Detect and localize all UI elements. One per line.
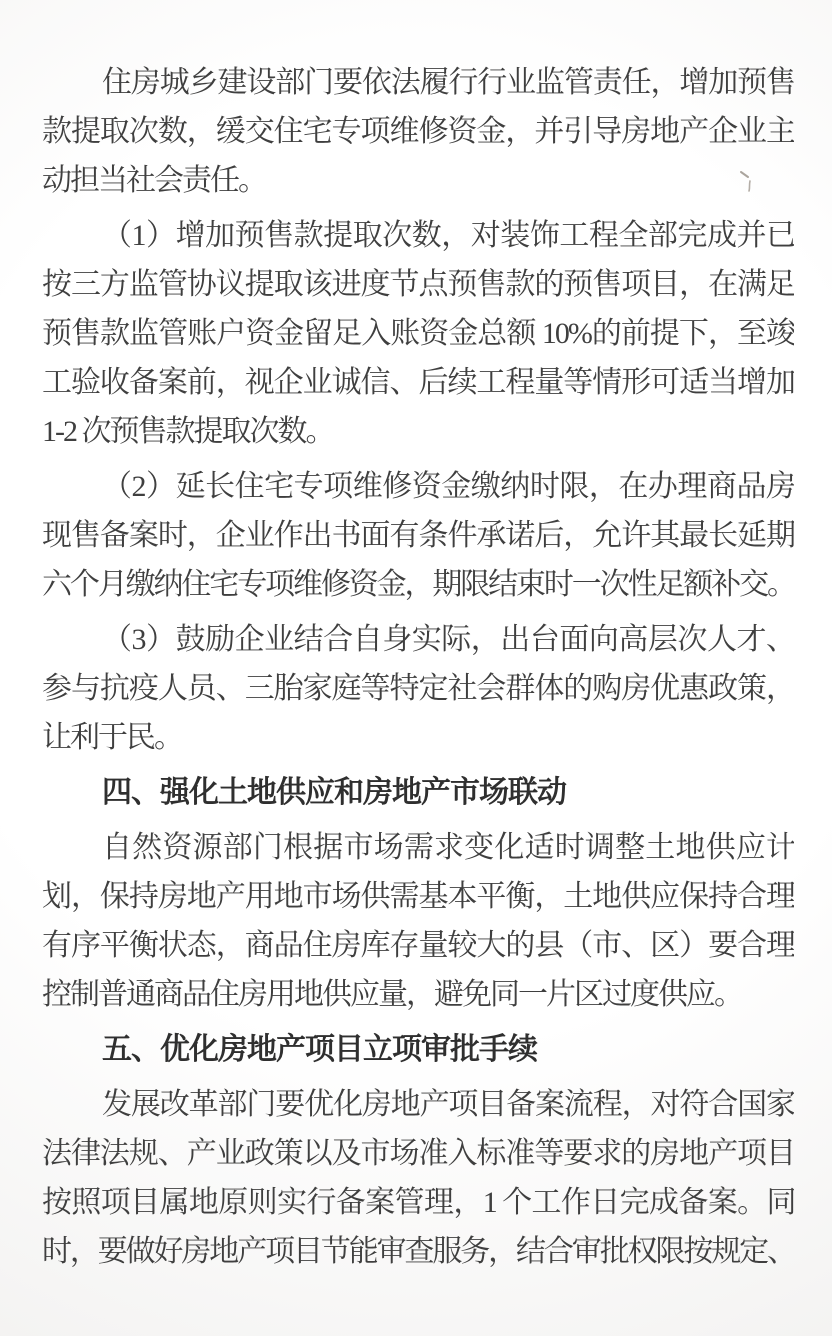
text-line: 工验收备案前，视企业诚信、后续工程量等情形可适当增加 xyxy=(42,366,794,399)
text-line: 款提取次数，缓交住宅专项维修资金，并引导房地产企业主 xyxy=(42,115,794,148)
text-line: 参与抗疫人员、三胎家庭等特定社会群体的购房优惠政策， xyxy=(42,672,794,705)
paragraph-item-1 xyxy=(42,211,794,456)
text-line: 按照项目属地原则实行备案管理，1 个工作日完成备案。同 xyxy=(42,1186,794,1219)
text-line: 六个月缴纳住宅专项维修资金，期限结束时一次性足额补交。 xyxy=(42,568,794,601)
text-line: 动担当社会责任。 xyxy=(42,164,266,197)
text-line: 住房城乡建设部门要依法履行行业监管责任，增加预售 xyxy=(102,66,794,99)
paragraph xyxy=(42,1080,794,1276)
text-line: 1-2 次预售款提取次数。 xyxy=(42,415,334,448)
text-line: （2）延长住宅专项维修资金缴纳时限，在办理商品房 xyxy=(102,470,794,503)
text-line: 现售备案时，企业作出书面有条件承诺后，允许其最长延期 xyxy=(42,519,794,552)
section-4 xyxy=(42,768,794,817)
paragraph-item-2 xyxy=(42,462,794,609)
text-line: （1）增加预售款提取次数，对装饰工程全部完成并已 xyxy=(102,219,794,252)
text-line: 自然资源部门根据市场需求变化适时调整土地供应计 xyxy=(102,831,794,864)
text-line: 法律法规、产业政策以及市场准入标准等要求的房地产项目 xyxy=(42,1137,794,1170)
text-line: 控制普通商品住房用地供应量，避免同一片区过度供应。 xyxy=(42,978,742,1011)
text-line: 划，保持房地产用地市场供需基本平衡，土地供应保持合理 xyxy=(42,880,794,913)
text-line: 发展改革部门要优化房地产项目备案流程，对符合国家 xyxy=(102,1088,794,1121)
text-line: （3）鼓励企业结合自身实际，出台面向高层次人才、 xyxy=(102,623,794,656)
paragraph xyxy=(42,823,794,1019)
text-line: 预售款监管账户资金留足入账资金总额 10%的前提下，至竣 xyxy=(42,317,794,350)
text-line: 让利于民。 xyxy=(42,721,182,754)
text-line: 时，要做好房地产项目节能审查服务，结合审批权限按规定、 xyxy=(42,1235,794,1268)
paragraph xyxy=(42,58,794,205)
text-line: 按三方监管协议提取该进度节点预售款的预售项目，在满足 xyxy=(42,268,794,301)
section-heading-5: 五、优化房地产项目立项审批手续 xyxy=(102,1033,537,1066)
text-line: 有序平衡状态，商品住房库存量较大的县（市、区）要合理 xyxy=(42,929,794,962)
section-heading-4: 四、强化土地供应和房地产市场联动 xyxy=(102,776,566,809)
paragraph-item-3 xyxy=(42,615,794,762)
section-5 xyxy=(42,1025,794,1074)
